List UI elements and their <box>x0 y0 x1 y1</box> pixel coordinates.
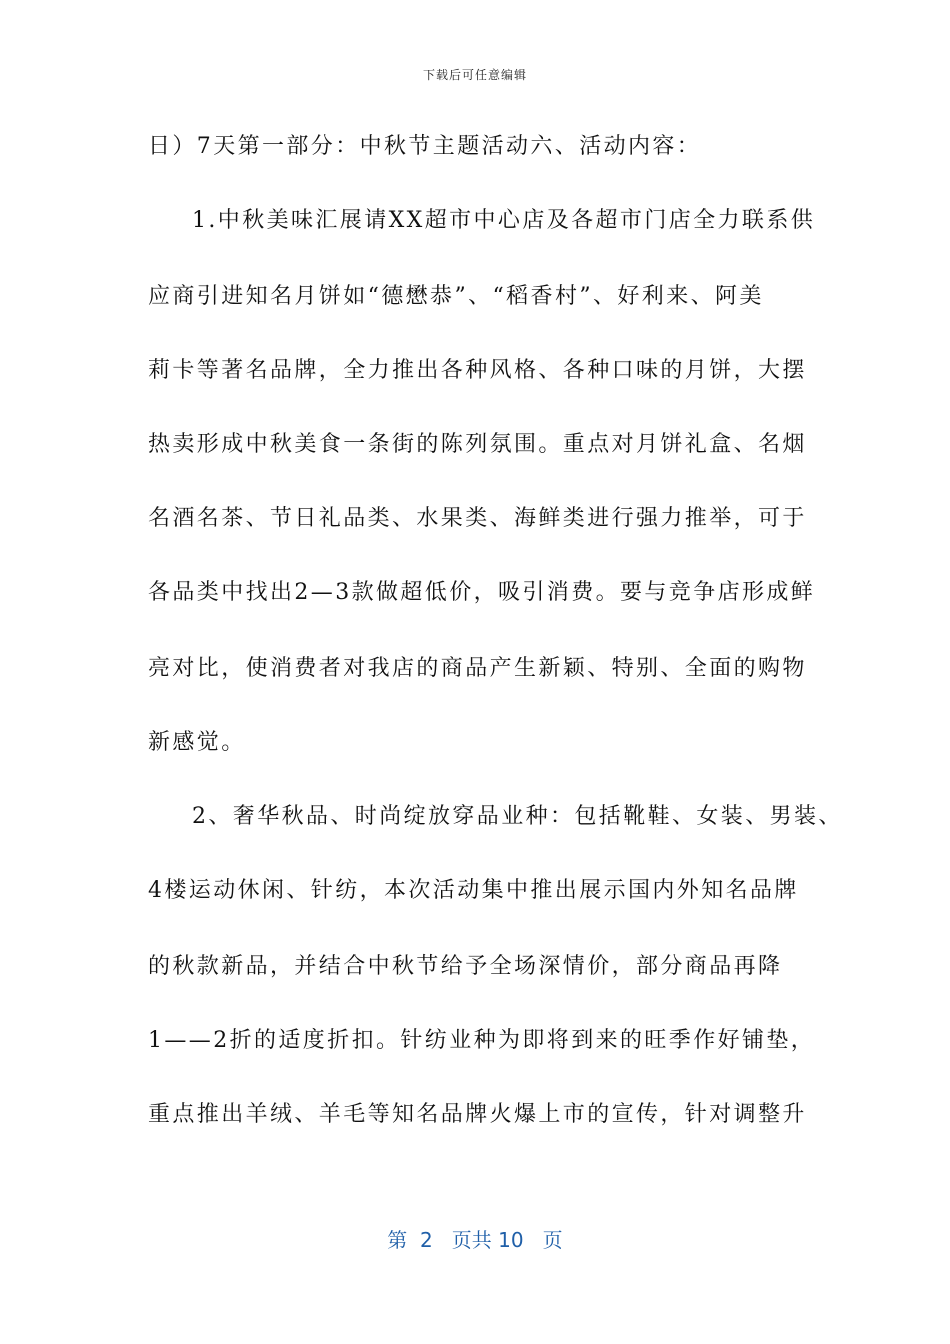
text-line: 各品类中找出2—3款做超低价，吸引消费。要与竞争店形成鲜 <box>148 580 816 605</box>
text-line: 4楼运动休闲、针纺，本次活动集中推出展示国内外知名品牌 <box>148 878 799 903</box>
text-line: 名酒名茶、节日礼品类、水果类、海鲜类进行强力推举，可于 <box>148 506 807 531</box>
text-line: 1.中秋美味汇展请XX超市中心店及各超市门店全力联系供 <box>192 208 816 233</box>
text-line: 应商引进知名月饼如“德懋恭”、“稻香村”、好利来、阿美 <box>148 284 764 309</box>
text-line: 1——2折的适度折扣。针纺业种为即将到来的旺季作好铺垫， <box>148 1028 816 1053</box>
page-number-footer: 第 2 页共 10 页 <box>387 1228 563 1252</box>
text-line: 的秋款新品，并结合中秋节给予全场深情价，部分商品再降 <box>148 954 783 979</box>
text-line: 热卖形成中秋美食一条街的陈列氛围。重点对月饼礼盒、名烟 <box>148 432 807 457</box>
text-line: 2、奢华秋品、时尚绽放穿品业种：包括靴鞋、女装、男装、 <box>192 804 843 829</box>
text-line: 日）7天第一部分：中秋节主题活动六、活动内容： <box>148 134 702 159</box>
text-line: 莉卡等著名品牌，全力推出各种风格、各种口味的月饼，大摆 <box>148 358 807 383</box>
text-line: 新感觉。 <box>148 730 246 755</box>
text-line: 重点推出羊绒、羊毛等知名品牌火爆上市的宣传，针对调整升 <box>148 1102 807 1127</box>
text-line: 亮对比，使消费者对我店的商品产生新颖、特别、全面的购物 <box>148 656 807 681</box>
page-header-note: 下载后可任意编辑 <box>422 68 527 82</box>
